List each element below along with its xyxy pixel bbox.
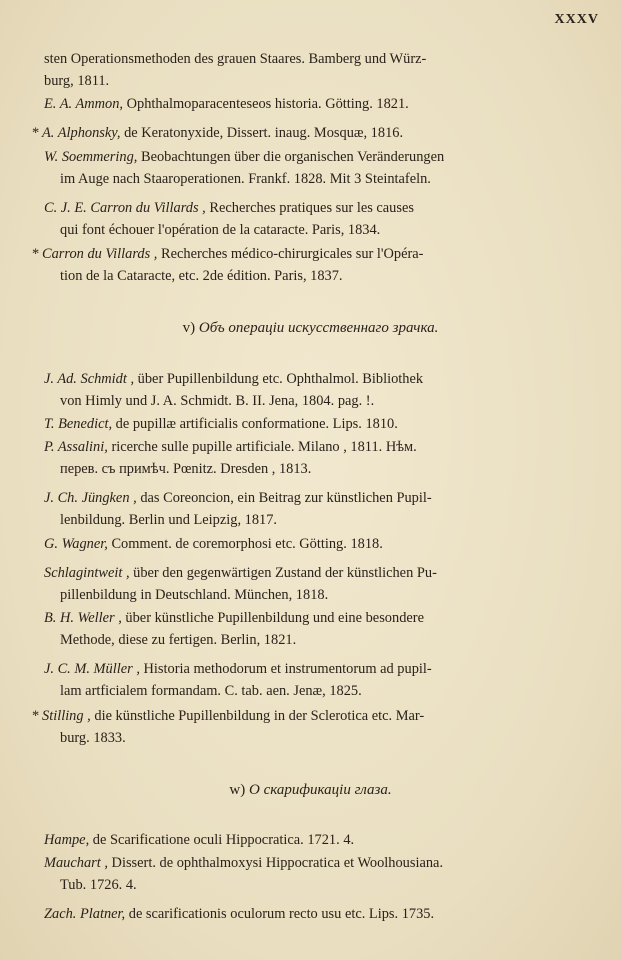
entry-line: lam artficialem formandam. C. tab. aen. Jenæ, 1825. [60, 683, 362, 699]
entry-text: Beobachtungen über die organischen Veränderungen [137, 149, 445, 165]
bibliography-entry [46, 436, 578, 480]
entry-line: Tub. 1726. 4. [60, 877, 137, 893]
entry-line: im Auge nach Staaroperationen. Frankf. 1828. Mit 3 Steintafeln. [60, 171, 431, 187]
bibliography-entry [32, 243, 578, 287]
section-title: О скарификаціи глаза. [249, 782, 392, 798]
bibliography-entry [32, 705, 578, 749]
entry-author: J. Ad. Schmidt , [44, 371, 135, 387]
section-title: Объ операціи искусственнаго зрачка. [198, 320, 439, 336]
entry-author: Stilling , [42, 708, 91, 724]
bibliography-entry [46, 852, 578, 896]
entry-text: Recherches médico-chirurgicales sur l'Opéra- [157, 246, 424, 262]
entry-text: Historia methodorum et instrumentorum ad pupil- [139, 661, 432, 677]
entry-marker: * [32, 246, 40, 262]
page-number: XXXV [554, 12, 599, 27]
entry-text: Dissert. de ophthalmoxysi Hippocratica et Woolhousiana. [107, 855, 444, 871]
bibliography-entry [46, 658, 578, 702]
entry-author: Zach. Platner, [44, 906, 126, 922]
entry-line: burg. 1833. [60, 730, 126, 746]
bibliography-entry [46, 562, 578, 606]
entry-line: von Himly und J. A. Schmidt. B. II. Jena, 1804. pag. !. [60, 393, 375, 409]
entry-text: de pupillæ artificialis conformatione. Lips. 1810. [112, 416, 398, 432]
bibliography-entry [46, 368, 578, 412]
bibliography-entry [32, 122, 578, 144]
entry-text: Comment. de coremorphosi etc. Götting. 1818. [107, 536, 383, 552]
entry-author: J. C. M. Müller , [44, 661, 140, 677]
section-letter: v) [182, 320, 196, 336]
entry-author: P. Assalini, [44, 439, 108, 455]
entry-text: Ophthalmoparacenteseos historia. Götting. 1821. [123, 96, 409, 112]
bibliography-entry [46, 487, 578, 531]
entry-line: sten Operationsmethoden des grauen Staares. Bamberg und Würz- [44, 51, 427, 67]
section-heading-v [0, 320, 621, 337]
entry-text: über den gegenwärtigen Zustand der künstlichen Pu- [129, 565, 437, 581]
bibliography-entry [46, 197, 578, 241]
entry-line: qui font échouer l'opération de la cataracte. Paris, 1834. [60, 222, 381, 238]
entry-author: Mauchart , [44, 855, 108, 871]
entry-text: das Coreoncion, ein Beitrag zur künstlichen Pupil- [136, 490, 432, 506]
entry-author: Carron du Villards , [42, 246, 158, 262]
entry-line: перев. съ примѣч. Pœnitz. Dresden , 1813. [60, 461, 312, 477]
entry-text: de scarificationis oculorum recto usu etc. Lips. 1735. [125, 906, 435, 922]
entry-marker: * [32, 708, 40, 724]
bibliography-entry [46, 146, 578, 190]
entry-line: lenbildung. Berlin und Leipzig, 1817. [60, 512, 278, 528]
bibliography-entry [46, 48, 578, 92]
entry-author: G. Wagner, [44, 536, 108, 552]
entry-author: B. H. Weller , [44, 610, 122, 626]
entry-author: Hampe, [44, 832, 90, 848]
entry-author: W. Soemmering, [44, 149, 138, 165]
entry-author: C. J. E. Carron du Villards , [44, 200, 206, 216]
entry-author: T. Benedict, [44, 416, 113, 432]
bibliography-entry [46, 413, 578, 435]
section-heading-w [0, 782, 621, 799]
entry-text: über künstliche Pupillenbildung und eine besondere [121, 610, 424, 626]
entry-author: E. A. Ammon, [44, 96, 124, 112]
entry-text: de Scarificatione oculi Hippocratica. 1721. 4. [89, 832, 355, 848]
entry-text: die künstliche Pupillenbildung in der Sclerotica etc. Mar- [90, 708, 425, 724]
bibliography-entry [46, 533, 578, 555]
entry-author: A. Alphonsky, [42, 125, 121, 141]
entry-author: Schlagintweit , [44, 565, 130, 581]
entry-text: Recherches pratiques sur les causes [205, 200, 414, 216]
entry-line: Methode, diese zu fertigen. Berlin, 1821. [60, 632, 297, 648]
bibliography-entry [46, 903, 578, 925]
entry-line: tion de la Cataracte, etc. 2de édition. Paris, 1837. [60, 268, 343, 284]
entry-line: burg, 1811. [44, 73, 110, 89]
bibliography-entry [46, 607, 578, 651]
entry-text: ricerche sulle pupille artificiale. Milano , 1811. Нѣм. [107, 439, 417, 455]
bibliography-entry [46, 93, 578, 115]
entry-text: über Pupillenbildung etc. Ophthalmol. Bibliothek [134, 371, 424, 387]
entry-line: pillenbildung in Deutschland. München, 1818. [60, 587, 329, 603]
bibliography-entry [46, 829, 578, 851]
entry-marker: * [32, 125, 40, 141]
entry-author: J. Ch. Jüngken , [44, 490, 137, 506]
entry-text: de Keratonyxide, Dissert. inaug. Mosquæ, 1816. [120, 125, 404, 141]
section-letter: w) [229, 782, 246, 798]
